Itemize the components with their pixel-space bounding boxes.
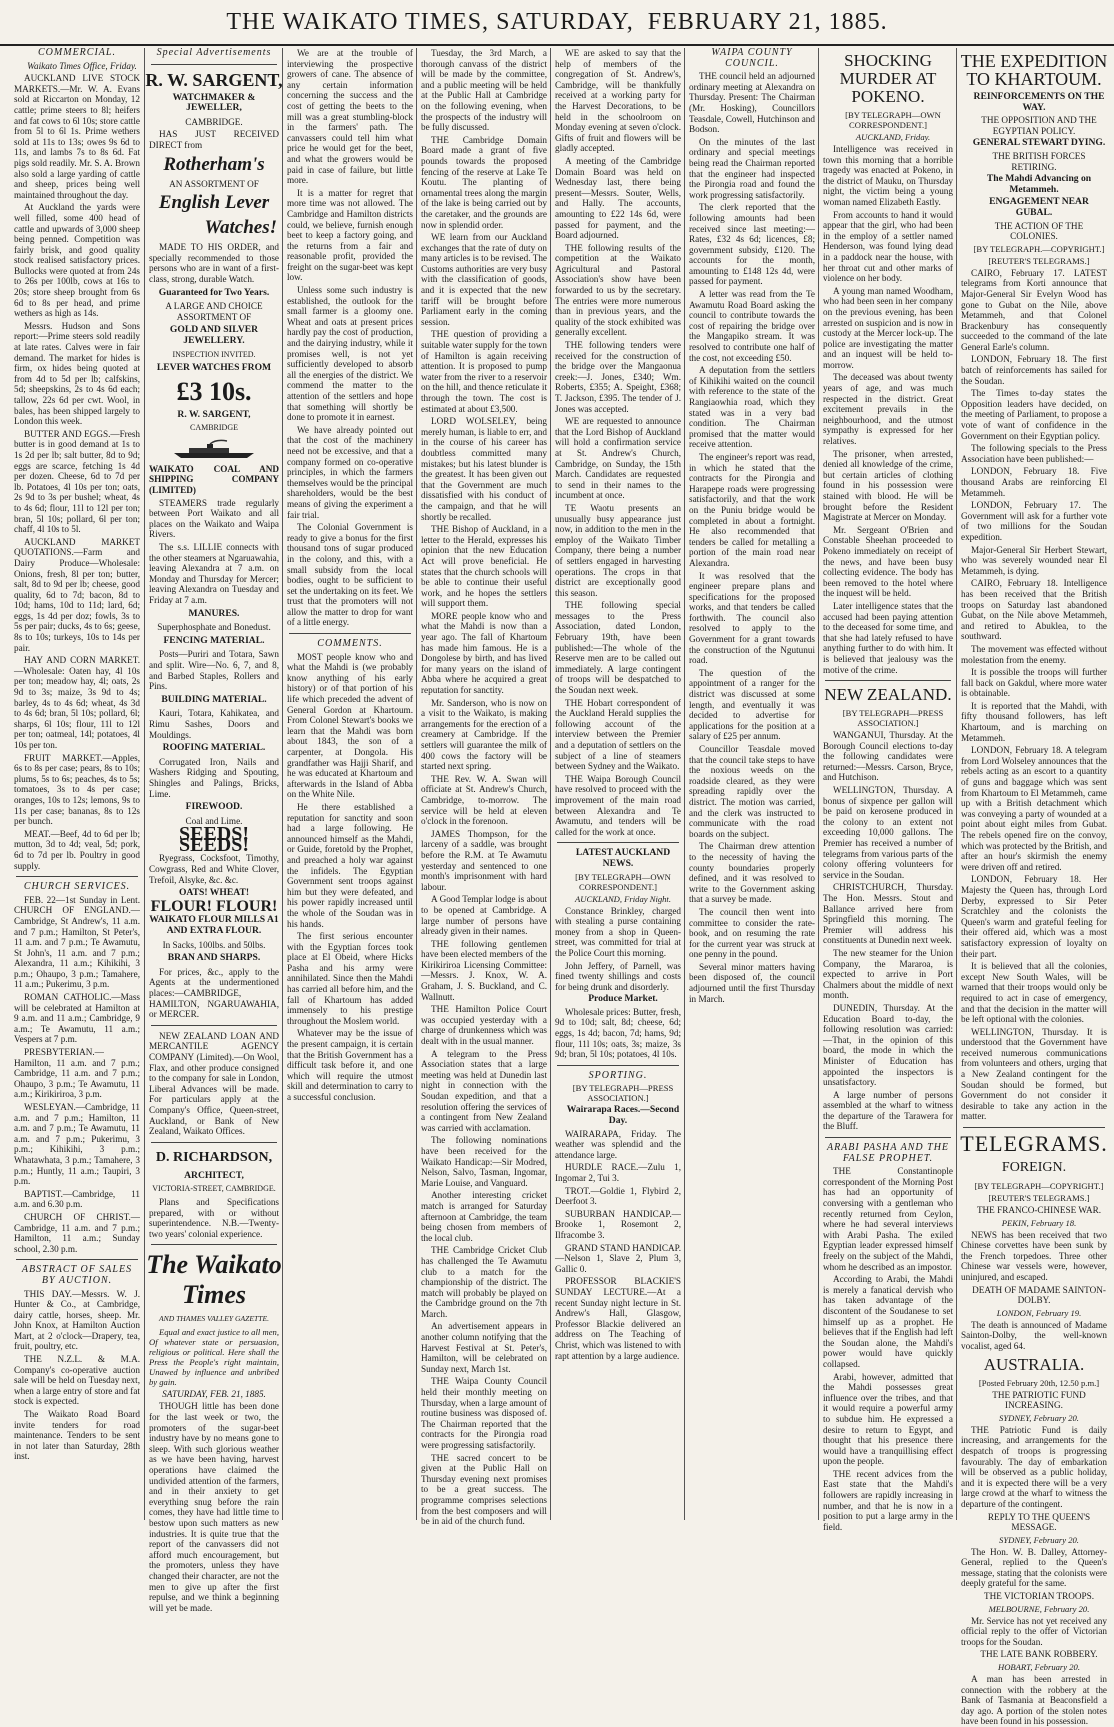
article-paragraph: A young man named Woodham, who had been seen in her company on the previous evening, has been arrested on suspicion and is now in custody at the Mercer lock-up. The police are investigating the matter and an inquest will be held to-morrow. [823, 285, 953, 370]
article-paragraph: At Auckland the yards were well filled, some 400 head of cattle and upwards of 3,000 sheep being penned. Competition was fairly brisk, and good quality stock realised satisfactory prices. Bullocks were quoted at from 24s to 26s per 100lb, cows at 16s to 20s; store sheep brought from 6s 6d to 8s per head, and prime wethers as high as 14s. [14, 202, 140, 319]
advert-text: AN ASSORTMENT OF [169, 178, 259, 189]
news-heading: THE FRANCO-CHINESE WAR. [976, 1205, 1102, 1216]
advert-guarantee: Guaranteed for Two Years. [158, 286, 270, 298]
article-paragraph: The clerk reported that the following amounts had been received since last meeting:—Rates, £32 4s 6d; licences, £8; government subsidy, £120. The accounts for the month, amounting to £148 12s 4d, were passed for payment. [689, 202, 815, 287]
race-result: GRAND STAND HANDICAP.—Nelson 1, Slave 2, Plum 3, Gallic 0. [555, 1242, 681, 1274]
article-paragraph: THE council held an adjourned ordinary meeting at Alexandra on Thursday. Present: The Chairman (Mr. Hosking), Councillors Teasdale, Cowell, Hutchinson and Bodson. [689, 71, 815, 135]
advert-flour: FLOUR! FLOUR! [150, 897, 278, 915]
article-paragraph: The prisoner, when arrested, denied all knowledge of the crime, but certain articles of clothing found in his possession were stained with blood. He will be brought before the Resident Magistrate at Mercer on Monday. [823, 448, 953, 523]
subheadline: THE BRITISH FORCES RETIRING. [992, 150, 1086, 172]
article-paragraph: THE Waipa County Council held their monthly meeting on Thursday, when a large amount of routine business was disposed of. The Chairman reported that the contracts for the Pirongia road were progressing satisfactorily. [421, 1376, 547, 1450]
column-commercial [10, 48, 144, 1520]
article-paragraph: Councillor Teasdale moved that the council take steps to have the noxious weeds on the roadside cleared, as they were spreading rapidly over the district. The motion was carried, and the clerk was instructed to communicate with the road boards on the subject. [689, 744, 815, 839]
article-paragraph: AUCKLAND LIVE STOCK MARKETS.—Mr. W. A. Evans sold at Riccarton on Monday, 12 cattle; prime steers to 8l; heifers and fat cows to 6l 10s; store cattle from 5l to 6l 1s. Prime wethers sold at 11s to 13s; owes 9s 6d to 11s, and lambs 7s to 8s 6d. Fat pigs sold readily. Mr. S. A. Brown also sold a large yarding of cattle and sheep, prices being well maintained throughout the day. [14, 73, 140, 200]
section-subheading: [BY TELEGRAPH.—COPYRIGHT.] [973, 243, 1105, 254]
article-paragraph: The deceased was about twenty years of age, and was much respected in the district. Great excitement prevails in the neighbourhood, and the utmost sympathy is expressed for her relatives. [823, 372, 953, 447]
article-paragraph: A man has been arrested in connection with the robbery at the Bank of Tasmania at Beaconsfield a day ago. A portion of the stolen notes have been found in his possession. [961, 1674, 1107, 1727]
advert-english-lever: English Lever [158, 192, 270, 214]
article-paragraph: BUTTER AND EGGS.—Fresh butter is in good demand at 1s to 1s 2d per lb; salt butter, 8d to 9d; eggs are scarce, fetching 1s 4d per dozen. Cheese, 6d to 7d per lb. Potatoes, 4l 10s per ton; oats, 2s 9d to 3s per bushel; wheat, 4s to 4s 6d; flour, 11l to 12l per ton; bran, 5l 10s; pollard, 6l per ton; chaff, 4l 10s to 5l. [14, 428, 140, 535]
news-heading: THE PATRIOTIC FUND INCREASING. [992, 1389, 1086, 1411]
article-paragraph: Arabi, however, admitted that the Mahdi possesses great influence over the tribes, and that it would require a powerful army to subdue him. He expressed a desire to return to Egypt, and thought that his presence there would have a tranquillising effect upon the people. [823, 1371, 953, 1467]
article-paragraph: THE Rev. W. A. Swan will officiate at St. Andrew's Church, Cambridge, to-morrow. The service will be held at eleven o'clock in the forenoon. [421, 773, 547, 827]
article-paragraph: MORE people know who and what the Mahdi is now than a year ago. The fall of Khartoum has made him famous. He is a Dongolese by birth, and has lived for many years on the island of Abba where he acquired a great reputation for sanctity. [421, 610, 547, 696]
article-paragraph: LONDON, February 18. The first batch of reinforcements has sailed for the Soudan. [961, 354, 1107, 386]
headline-new-zealand: NEW ZEALAND. [824, 685, 952, 705]
advert-architect-name: D. RICHARDSON, [155, 1149, 273, 1165]
article-paragraph: Intelligence was received in town this morning that a horrible tragedy was enacted at Pokeno, in the district of Mauku, on Thursday night, the victim being a young woman named Elizabeth Eastly. [823, 144, 953, 207]
article-paragraph: DUNEDIN, Thursday. At the Education Board to-day, the following resolution was carried:—That, in the opinion of this board, the mode in which the Minister of Education has appointed the inspectors is unsatisfactory. [823, 1002, 953, 1088]
advert-seeds: SEEDS! SEEDS! [178, 823, 250, 856]
divider [557, 1065, 679, 1066]
article-paragraph: THE Waipa Borough Council have resolved to proceed with the improvement of the main road between Alexandra and Te Awamutu, and tenders will be called for the work at once. [555, 773, 681, 837]
section-heading: COMMERCIAL. [38, 47, 116, 58]
article-paragraph: THE question of providing a suitable water supply for the town of Hamilton is again receiving attention. It is proposed to pump water from the river to a reservoir on the hill, and thence reticulate it through the town. The cost is estimated at about £3,500. [421, 329, 547, 414]
advert-oats: OATS! WHEAT! [178, 887, 250, 899]
article-paragraph: THE Hobart correspondent of the Auckland Herald supplies the following account of the interview between the Premier and a deputation of settlers on the subject of a line of steamers between Sydney and the Waikato. [555, 697, 681, 772]
article-paragraph: We have already pointed out that the cost of the machinery need not be excessive, and that a company formed on co-operative principles, in which the farmers themselves would be the principal shareholders, would be the best means of giving the experiment a fair trial. [287, 424, 413, 520]
article-paragraph: The following specials to the Press Association have been published:— [961, 443, 1107, 464]
article-paragraph: WANGANUI, Thursday. At the Borough Council elections to-day the following candidates were returned:—Messrs. Carson, Bryce, and Hutchison. [823, 730, 953, 783]
article-paragraph: THE N.Z.L. & M.A. Company's co-operative auction sale will be held on Tuesday next, when a large entry of store and fat stock is expected. [14, 1354, 140, 1407]
divider [151, 1244, 277, 1245]
divider [151, 1142, 277, 1143]
subheadline: GENERAL STEWART DYING. [972, 137, 1106, 149]
divider [16, 876, 138, 877]
headline-murder: SHOCKING MURDER AT POKENO. [839, 51, 937, 106]
subheadline: REINFORCEMENTS ON THE WAY. [973, 91, 1105, 113]
article-paragraph: NEWS has been received that two Chinese corvettes have been sunk by the French torpedoes. Three other Chinese war vessels were, however, uninjured, and escaped. [961, 1229, 1107, 1282]
article-paragraph: JAMES Thompson, for the larceny of a saddle, was brought before the R.M. at Te Awamutu yesterday and sentenced to one month's imprisonment with hard labour. [421, 828, 547, 892]
column-editorial [282, 48, 417, 1520]
section-subheading: [BY TELEGRAPH—COPYRIGHT.] [974, 1181, 1104, 1192]
article-paragraph: LONDON, February 18. Five thousand Arabs are reinforcing El Metammeh. [961, 466, 1107, 498]
article-paragraph: The first serious encounter with the Egyptian forces took place at El Obeid, where Hicks Pasha and his army were annihilated. Since then the Mahdi has carried all before him, and the fall of Khartoum has added immensely to his prestige throughout the Moslem world. [287, 931, 413, 1026]
advert-fencing: FENCING MATERIAL. [163, 634, 265, 646]
newspaper-page [10, 47, 1110, 1727]
news-heading: REPLY TO THE QUEEN'S MESSAGE. [987, 1511, 1091, 1533]
article-paragraph: The Hon. W. B. Dalley, Attorney-General, replied to the Queen's message, stating that the colonists were deeply grateful for the same. [961, 1546, 1107, 1589]
race-result: HURDLE RACE.—Zulu 1, Ingomar 2, Tui 3. [555, 1162, 681, 1183]
article-paragraph: John Jeffery, of Parnell, was fined twenty shillings and costs for being drunk and disorderly. [555, 960, 681, 992]
dateline: Waikato Times Office, Friday. [27, 60, 137, 71]
article-paragraph: Messrs. Hudson and Sons report:—Prime steers sold readily at late rates. Calves were in fair demand. The market for hides is firm, ox hides being quoted at from 4d to 5d per lb; calfskins, 5d; sheepskins, 2s to 4s 6d each; tallow, 22s 6d per cwt. Wool, in bales, has been shipped largely to London this week. [14, 320, 140, 427]
section-heading: ARABI PASHA AND THE FALSE PROPHET. [826, 1142, 950, 1164]
article-paragraph: TE Waotu presents an unusually busy appearance just now, in addition to the men in the employ of the Waikato Timber Company, there being a number of settlers engaged in harvesting operations. The crops in that district are exceptionally good this season. [555, 502, 681, 598]
section-subheading: [Posted February 20th, 12.50 p.m.] [978, 1377, 1100, 1388]
article-paragraph: The movement was effected without molestation from the enemy. [961, 643, 1107, 665]
divider [16, 1259, 138, 1260]
article-paragraph: He there established a reputation for sanctity and soon had a large following. He announced himself as the Mahdi, or Guide, foretold by the Prophet, and preached a holy war against the infidels. The Egyptian Government sent troops against him but they were defeated, and his power rapidly increased until the whole of the Soudan was in his hands. [287, 801, 413, 929]
article-paragraph: WAIRARAPA, Friday. The weather was splendid and the attendance large. [555, 1128, 681, 1160]
advert-text: Superphosphate and Bonedust. [157, 622, 271, 633]
divider [151, 1025, 277, 1026]
masthead-right: SATURDAY, FEBRUARY 21, 1885. [496, 9, 888, 35]
news-heading: DEATH OF MADAME SAINTON-DOLBY. [972, 1284, 1106, 1306]
divider [825, 1137, 951, 1138]
article-paragraph: Constance Brinkley, charged with stealing a purse containing money from a shop in Queen-street, was committed for trial at the Police Court this morning. [555, 905, 681, 958]
column-advertisements [144, 47, 283, 1613]
advert-flour-mills: WAIKATO FLOUR MILLS A1 AND EXTRA FLOUR. [149, 914, 279, 937]
article-paragraph: AUCKLAND MARKET QUOTATIONS.—Farm and Dairy Produce—Wholesale: Onions, fresh, 8l per ton; butter, salt, 8d to 9d per lb; cheese, good quality, 6d to 7d; bacon, 8d to 10d; hams, 10d to 11d; lard, 6d; eggs, 1s 4d per doz; fowls, 3s to 5s per pair; ducks, 4s to 6s; geese, 8s to 10s; turkeys, 10s to 14s per pair. [14, 536, 140, 653]
headline-khartoum: THE EXPEDITION TO KHARTOUM. [960, 51, 1108, 89]
article-paragraph: THE Constantinople correspondent of the Morning Post has had an opportunity of conversing with a gentleman who recently returned from Ceylon, where he had several interviews with Arabi Pasha. The exiled Egyptian leader expressed himself freely on the subject of the Mahdi, whom he described as an impostor. [823, 1166, 953, 1272]
article-paragraph: A large number of persons assembled at the wharf to witness the departure of the Tarawera for the Bluff. [823, 1089, 953, 1132]
article-paragraph: FRUIT MARKET.—Apples, 6s to 8s per case; pears, 8s to 10s; plums, 5s to 6s; peaches, 4s to 5s; tomatoes, 3s to 4s per case; oranges, 10s to 12s; lemons, 9s to 11s per case; bananas, 8s to 12s per bunch. [14, 752, 140, 827]
subheadline: THE OPPOSITION AND THE EGYPTIAN POLICY. [981, 115, 1097, 136]
section-heading: Special Advertisements [156, 47, 272, 58]
article-paragraph: It is reported that the Mahdi, with fifty thousand followers, has left Khartoum, and is marching on Metammeh. [961, 700, 1107, 743]
steamer-icon [169, 438, 259, 460]
article-paragraph: Major-General Sir Herbert Stewart, who was severely wounded near El Metammeh, is dying. [961, 544, 1107, 576]
dateline: LONDON, February 19. [996, 1307, 1082, 1318]
article-paragraph: Mr. Sanderson, who is now on a visit to the Waikato, is making arrangements for the erection of a creamery at Cambridge. If the settlers will guarantee the milk of 400 cows the factory will be started next spring. [421, 697, 547, 772]
article-paragraph: The engineer's report was read, in which he stated that the contracts for the Pirongia and Harapepe roads were progressing satisfactorily, and that the work on the Puniu bridge would be completed in about a fortnight. He also recommended that tenders be called for metalling a portion of the main road near Alexandra. [689, 451, 815, 568]
article-paragraph: ROMAN CATHOLIC.—Mass will be celebrated at Hamilton at 9 a.m. and 11 a.m.; Cambridge, 9 a.m.; Te Awamutu, 11 a.m.; Vespers at 7 p.m. [14, 992, 140, 1045]
advert-text: STEAMERS trade regularly between Port Waikato and all places on the Waikato and Waipa Rivers. [149, 497, 279, 540]
advert-watches: Watches! [204, 217, 277, 239]
article-paragraph: BAPTIST.—Cambridge, 11 a.m. and 6.30 p.m. [14, 1188, 140, 1210]
section-heading: Produce Market. [588, 993, 658, 1005]
article-paragraph: It was resolved that the engineer prepare plans and specifications for the proposed works, and that tenders be called forthwith. The council also resolved to apply to the Government for a grant towards the construction of the Ngutunui road. [689, 570, 815, 666]
headline-foreign: FOREIGN. [1001, 1160, 1067, 1176]
article-paragraph: CHRISTCHURCH, Thursday. The Hon. Messrs. Stout and Ballance arrived here from Springfield this morning. The Premier will address his constituents at Dunedin next week. [823, 882, 953, 946]
article-paragraph: LONDON, February 17. The Government will ask for a further vote of two millions for the Soudan expedition. [961, 500, 1107, 542]
article-paragraph: The question of the appointment of a ranger for the district was discussed at some length, and eventually it was decided to advertise for applications for the position at a salary of £25 per annum. [689, 667, 815, 742]
advert-text: In Sacks, 100lbs. and 50lbs. [162, 939, 266, 950]
masthead [0, 0, 1114, 46]
dateline: MELBOURNE, February 20. [988, 1603, 1090, 1614]
headline-telegrams: TELEGRAMS. [960, 1131, 1108, 1157]
section-subheading: [BY TELEGRAPH—OWN CORRESPONDENT.] [575, 871, 671, 892]
advert-price: £3 10s. [176, 376, 252, 406]
section-subheading: [REUTER'S TELEGRAMS.] [988, 1193, 1090, 1204]
advert-text: NEW ZEALAND LOAN AND MERCANTILE AGENCY COMPANY (Limited).—On Wool, Flax, and other produce consigned to the company for sale in London, Liberal Advances will be made. For particulars apply at the Company's Office, Queen-street, Auckland, or Bank of New Zealand, Waikato Offices. [149, 1030, 279, 1137]
article-paragraph: PROFESSOR BLACKIE'S SUNDAY LECTURE.—At a recent Sunday night lecture in St. Andrew's Hall, Glasgow, Professor Blackie delivered an address on The Teaching of Christ, which was listened to with rapt attention by a large audience. [555, 1276, 681, 1361]
article-paragraph: HAY AND CORN MARKET.—Wholesale: Oaten hay, 4l 10s per ton; meadow hay, 4l; oats, 2s 9d to 3s; maize, 3s 9d to 4s; barley, 4s to 4s 6d; wheat, 4s 3d to 4s 6d; bran, 5l 10s; pollard, 6l; sharps, 6l 10s; flour, 11l to 12l per ton; oatmeal, 14l; potatoes, 4l 10s per ton. [14, 655, 140, 750]
article-paragraph: THE following results of the competition at the Waikato Agricultural and Pastoral Association's show have been forwarded to us by the secretary. The entries were more numerous than in previous years, and the quality of the stock exhibited was generally excellent. [555, 242, 681, 338]
headline-australia: AUSTRALIA. [983, 1354, 1085, 1374]
advert-shipping-title: WAIKATO COAL AND SHIPPING COMPANY (LIMITED) [149, 463, 279, 496]
advert-text: For prices, &c., apply to the Agents at the undermentioned places:—CAMBRIDGE, HAMILTON, NGARUAWAHIA, or MERCER. [149, 966, 279, 1020]
advert-place: CAMBRIDGE [189, 423, 238, 433]
article-paragraph: An advertisement appears in another column notifying that the Harvest Festival at St. Peter's, Hamilton, will be celebrated on Sunday next, March 1st. [421, 1321, 547, 1374]
article-paragraph: THE Cambridge Cricket Club has challenged the Te Awamutu club to a match for the championship of the district. The match will probably be played on the Cambridge ground on the 7th March. [421, 1245, 547, 1319]
section-subheading: [REUTER'S TELEGRAMS.] [988, 255, 1090, 266]
editorial-paragraph: THOUGH little has been done for the last week or two, the promoters of the sugar-beet industry have by no means gone to sleep. With such glorious weather as we have been having, harvest operations have claimed the undivided attention of the farmers, and in their anxiety to get everything snug before the rain comes, they have had little time to bestow upon such matters as new industries. It is quite true that the report of the canvassers did not afford much encouragement, but the promoters, unless they have changed their character, are not the men to give up after the first repulse, and we think a beginning will yet be made. [149, 1401, 279, 1613]
section-subheading: [BY TELEGRAPH—PRESS ASSOCIATION.] [572, 1083, 674, 1104]
dateline: AUCKLAND, Friday Night. [575, 893, 671, 904]
article-paragraph: The Colonial Government is ready to give a bonus for the first thousand tons of sugar produced in the colony, and this, with a small subsidy from the local bodies, ought to be sufficient to set the undertaking on its feet. We trust that the promoters will not allow the matter to drop for want of a little energy. [287, 522, 413, 628]
article-paragraph: WESLEYAN.—Cambridge, 11 a.m. and 7 p.m.; Hamilton, 11 a.m. and 7 p.m.; Te Awamutu, 11 a.m. and 7 p.m.; Pukerimu, 3 p.m.; Kihikihi, 3 p.m.; Whatawhata, 3 p.m.; Tamahere, 3 p.m.; Huntly, 11 a.m.; Taupiri, 3 p.m. [14, 1102, 140, 1187]
article-paragraph: According to Arabi, the Mahdi is merely a fanatical dervish who has taken advantage of the discontent of the Soudanese to set himself up as a prophet. He believes that if the English had left the Soudan alone, the Mahdi's power would have quickly collapsed. [823, 1274, 953, 1369]
subheadline: The Mahdi Advancing on Metammeh. [986, 173, 1092, 195]
article-paragraph: CAIRO, February 17. LATEST telegrams from Korti announce that Major-General Sir Evelyn Wood has gone to Gubat on the Nile, above Metammeh, and that Colonel Brackenbury has consequently succeeded to the command of the late General Earle's column. [961, 267, 1107, 352]
article-paragraph: THE Bishop of Auckland, in a letter to the Herald, expresses his opinion that the new Education Act will prove beneficial. He states that the church schools will be able to continue their useful work, and he hopes the settlers will support them. [421, 524, 547, 609]
advert-lever-watches: LEVER WATCHES FROM [156, 362, 272, 374]
dateline: AUCKLAND, Friday. [855, 132, 931, 142]
article-paragraph: THE Hamilton Police Court was occupied yesterday with a charge of drunkenness which was dealt with in the usual manner. [421, 1004, 547, 1047]
race-result: TROT.—Goldie 1, Flybird 2, Deerfoot 3. [555, 1185, 681, 1207]
article-paragraph: The Times to-day states the Opposition leaders have decided, on the meeting of Parliament, to propose a vote of want of confidence in the Government on their Egyptian policy. [961, 388, 1107, 441]
divider [825, 680, 951, 681]
article-paragraph: WE learn from our Auckland exchanges that the rate of duty on many articles is to be revised. The Customs authorities are very busy with the classification of goods, and it is expected that the new tariff will be brought before Parliament early in the coming session. [421, 232, 547, 327]
article-paragraph: The council then went into committee to consider the rate-book, and on resuming the rate for the current year was struck at one penny in the pound. [689, 906, 815, 960]
race-result: SUBURBAN HANDICAP.—Brooke 1, Rosemont 2, Ilfracombe 3. [555, 1208, 681, 1240]
article-paragraph: On the minutes of the last ordinary and special meetings being read the Chairman reported that the engineer had inspected the Pirongia road and found the work progressing satisfactorily. [689, 136, 815, 200]
section-subheading: [BY TELEGRAPH—OWN CORRESPONDENT.] [845, 110, 941, 130]
advert-architect-address: VICTORIA-STREET, CAMBRIDGE. [152, 1184, 276, 1194]
article-paragraph: The new steamer for the Union Company, the Mararoa, is expected to arrive in Port Chalmers about the middle of next month. [823, 947, 953, 1001]
article-paragraph: It is a matter for regret that more time was not allowed. The Cambridge and Hamilton districts could, we believe, furnish enough beet to keep a factory going, and the returns from a fair and reasonable profit, provided the freight on the sugar-beet was kept low. [287, 187, 413, 283]
article-paragraph: WELLINGTON, Thursday. It is understood that the Government have received numerous communications from volunteers and others, urging that a New Zealand contingent for the Soudan should be formed, but Government do not consider it desirable to take any action in the matter. [961, 1026, 1107, 1122]
article-paragraph: WE are asked to say that the help of members of the congregation of St. Andrew's, Cambridge, will be thankfully received at a working party for the Harvest Decorations, to be held in the schoolroom on Monday evening at seven o'clock. Gifts of fruit and flowers will be gladly accepted. [555, 48, 681, 154]
advert-signature: R. W. SARGENT, [177, 408, 251, 420]
article-paragraph: MOST people know who and what the Mahdi is (we probably know anything of his early history) or of that portion of his life which preceded the advent of General Gordon at Khartoum. From Colonel Stewart's books we learn that the Mahdi was born about 1843, the son of a carpenter, at Dongola. His grandfather was Hajji Sharif, and he was educated at Khartoum and afterwards in the Island of Abba on the White Nile. [287, 651, 413, 800]
subheadline: ENGAGEMENT NEAR GUBAL. [989, 196, 1089, 218]
advert-firewood: FIREWOOD. [185, 801, 243, 813]
article-paragraph: Later intelligence states that the accused had been paying attention to the deceased for some time, and that she had lately refused to have anything further to do with him. It is believed that jealousy was the motive of the crime. [823, 600, 953, 675]
advert-gold-silver: GOLD AND SILVER JEWELLERY. [169, 324, 259, 346]
article-paragraph: CHURCH OF CHRIST.—Cambridge, 11 a.m. and 7 p.m.; Hamilton, 11 a.m.; Sunday school, 2.30 p.m. [14, 1211, 140, 1254]
article-paragraph: Wholesale prices: Butter, fresh, 9d to 10d; salt, 8d; cheese, 6d; eggs, 1s 4d; bacon, 7d; hams, 9d; flour, 11l 10s; oats, 3s; maize, 3s 9d; bran, 5l 10s; potatoes, 4l 10s. [555, 1006, 681, 1060]
article-paragraph: LONDON, February 18. A telegram from Lord Wolseley announces that the rebels acting as an escort to a quantity of guns and baggage which was sent from Khartoum to El Metammeh, came up with a British detachment which was conveying a party of wounded at a point about eight miles from Gubat. The rebels opened fire on the convoy, which was protected by the British, and after an hour's skirmish the enemy were driven off and retired. [961, 745, 1107, 872]
divider [289, 633, 411, 634]
section-heading: Wairarapa Races.—Second Day. [566, 1104, 680, 1127]
dateline: HOBART, February 20. [998, 1662, 1080, 1673]
column-news [550, 48, 685, 1520]
advert-text: Plans and Specifications prepared, with or without superintendence. N.B.—Twenty-two years' colonial experience. [149, 1196, 279, 1239]
advert-text: Ryegrass, Cocksfoot, Timothy, Cowgrass, Red and White Clover, Trefoil, Alsyke, &c. &c. [149, 853, 279, 885]
advert-text: Kauri, Totara, Kahikatea, and Rimu Sashes, Doors and Mouldings. [149, 708, 279, 740]
article-paragraph: Several minor matters having been disposed of, the council adjourned until the first Thursday in March. [689, 961, 815, 1004]
article-paragraph: LONDON, February 18. Her Majesty the Queen has, through Lord Derby, expressed to Sir Peter Scratchley and the colonists the Queen's warm and grateful feeling for their offered aid, which was a most satisfactory expression of loyalty on their part. [961, 874, 1107, 959]
masthead-left: THE WAIKATO TIMES, [226, 9, 490, 35]
article-paragraph: WELLINGTON, Thursday. A bonus of sixpence per gallon will be paid on kerosene produced in the colony to an extent not exceeding 10,000 gallons. The Premier has received a number of telegrams from various parts of the colony offering volunteers for service in the Soudan. [823, 785, 953, 880]
advert-manures: MANURES. [188, 607, 240, 619]
article-paragraph: THE recent advices from the East state that the Mahdi's followers are rapidly increasing in number, and that he is now in a position to put a large army in the field. [823, 1468, 953, 1532]
section-heading: LATEST AUCKLAND NEWS. [575, 847, 671, 869]
article-paragraph: THE following gentlemen have been elected members of the Kirikiriroa Licensing Committee:—Messrs. J. Knox, W. A. Graham, J. S. Buckland, and C. Wallnutt. [421, 938, 547, 1002]
dateline: SYDNEY, February 20. [999, 1534, 1079, 1545]
article-paragraph: CAIRO, February 18. Intelligence has been received that the British troops on Saturday last abandoned Gubat, on the Nile above Metammeh, and retired to Abuklea, to the southward. [961, 578, 1107, 642]
article-paragraph: It is believed that all the colonies, except New South Wales, will be warned that their troops would only be required to act in case of emergency, and that the decision in the matter will be left optional with the colonies. [961, 961, 1107, 1025]
article-paragraph: MEAT.—Beef, 4d to 6d per lb; mutton, 3d to 4d; veal, 5d; pork, 6d to 7d per lb. Poultry in good supply. [14, 828, 140, 871]
article-paragraph: THE following tenders were received for the construction of the bridge over the Mangaonua creek:—J. Jones, £340; Wm. Roberts, £355; A. Speight, £368; T. Jackson, £395. The tender of J. Jones was accepted. [555, 340, 681, 414]
section-subheading: [BY TELEGRAPH—PRESS ASSOCIATION.] [842, 708, 944, 729]
article-paragraph: THIS DAY.—Messrs. W. J. Hunter & Co., at Cambridge, dairy cattle, horses, sheep. Mr. John Knox, at Hamilton Auction Mart, at 2 o'clock—Drapery, tea, fruit, poultry, etc. [14, 1288, 140, 1352]
advert-text: A LARGE AND CHOICE ASSORTMENT OF [165, 301, 263, 322]
advert-text: Corrugated Iron, Nails and Washers Ridging and Spouting, Shingles and Palings, Bricks, Lime. [149, 756, 279, 799]
section-heading: ABSTRACT OF SALES BY AUCTION. [21, 1264, 133, 1286]
article-paragraph: The death is announced of Madame Sainton-Dolby, the well-known vocalist, aged 64. [961, 1319, 1107, 1351]
article-paragraph: We are at the trouble of interviewing the prospective growers of cane. The absence of any certain information concerning the success and the cost of getting the beets to the mill was a great stumbling-block in the farmers' path. The canvassers could tell him what price he would get for the beet, and what the growers would be paid in case of failure, but little more. [287, 48, 413, 186]
advert-roofing: ROOFING MATERIAL. [162, 742, 266, 754]
article-paragraph: FEB. 22—1st Sunday in Lent. CHURCH OF ENGLAND.—Cambridge, St Andrew's, 11 a.m. and 7 p.m.; Hamilton, St Peter's, 11 a.m. and 7 p.m.; Te Awamutu, St John's, 11 a.m. and 7 p.m.; Alexandra, 11 a.m.; Kihikihi, 3 p.m.; Ohaupo, 3 p.m.; Tamahere, 11 a.m.; Pukerimu, 3 p.m. [14, 894, 140, 990]
dateline: SYDNEY, February 20. [999, 1412, 1079, 1423]
column-murder-news [818, 48, 957, 1532]
divider [963, 1127, 1105, 1128]
article-paragraph: THE Patriotic Fund is daily increasing, and arrangements for the despatch of troops is progressing favourably. The day of embarkation will be observed as a public holiday, and it is expected there will be a very large crowd at the wharf to witness the departure of the contingent. [961, 1424, 1107, 1509]
editorial-date: SATURDAY, FEB. 21, 1885. [162, 1388, 266, 1399]
article-paragraph: Mr. Service has not yet received any official reply to the offer of Victorian troops for the Soudan. [961, 1615, 1107, 1647]
article-paragraph: The Waikato Road Board invite tenders for road maintenance. Tenders to be sent in not later than Saturday, 28th inst. [14, 1409, 140, 1462]
section-heading: COMMENTS. [317, 638, 383, 650]
section-heading: CHURCH SERVICES. [23, 881, 131, 893]
advert-bran: BRAN AND SHARPS. [167, 952, 261, 964]
advert-text: INSPECTION INVITED. [172, 349, 256, 359]
article-paragraph: A letter was read from the Te Awamutu Road Board asking the council to contribute towards the cost of repairing the bridge over the Mangapiko stream. It was resolved to contribute one half of the cost, not exceeding £50. [689, 289, 815, 363]
article-paragraph: PRESBYTERIAN.—Hamilton, 11 a.m. and 7 p.m.; Cambridge, 11 a.m. and 7 p.m.; Ohaupo, 3 p.m.; Te Awamutu, 11 a.m.; Kirikiriroa, 3 p.m. [14, 1047, 140, 1100]
divider [151, 64, 277, 65]
article-paragraph: A Good Templar lodge is about to be opened at Cambridge. A large number of persons have already given in their names. [421, 894, 547, 937]
section-heading: WAIPA COUNTY COUNCIL. [711, 47, 793, 69]
divider [557, 842, 679, 843]
advert-building: BUILDING MATERIAL. [161, 693, 267, 705]
article-paragraph: Another interesting cricket match is arranged for Saturday afternoon at Cambridge, the team being chosen from members of the local club. [421, 1190, 547, 1243]
advert-text: HAS JUST RECEIVED DIRECT from [149, 129, 279, 150]
newspaper-motto: Equal and exact justice to all men, Of whatever state or persuasion, religious or political. Here shall the Press the People's right maintain, Unawed by influence and unbribed by gain. [149, 1326, 279, 1387]
advert-jeweller-place: CAMBRIDGE. [185, 116, 243, 127]
article-paragraph: The Chairman drew attention to the necessity of having the county boundaries properly defined, and it was resolved to write to the Government asking that a survey be made. [689, 841, 815, 905]
article-paragraph: A deputation from the settlers of Kihikihi waited on the council with reference to the state of the Rangiaowhia road, which they stated was in a very bad condition. The Chairman promised that the matter would receive attention. [689, 365, 815, 450]
article-paragraph: A meeting of the Cambridge Domain Board was held on Wednesday last, there being present—Messrs. Souter, Wells, and Hally. The accounts, amounting to £22 14s 6d, were passed for payment, and the Board adjourned. [555, 155, 681, 241]
advert-brand: Rotherham's [163, 153, 265, 175]
advert-architect-title: ARCHITECT, [184, 1169, 244, 1181]
news-heading: THE LATE BANK ROBBERY. [980, 1649, 1098, 1660]
newspaper-title: The Waikato Times [146, 1250, 282, 1310]
advert-text: MADE TO HIS ORDER, and specially recommended to those persons who are in want of a first-class, strong, durable Watch. [149, 242, 279, 284]
dateline: PEKIN, February 18. [1001, 1217, 1077, 1228]
article-paragraph: Mr. Sergeant O'Brien and Constable Sheehan proceeded to Pokeno immediately on receipt of the news, and have been busy collecting evidence. The body has been removed to the hotel where the inquest will be held. [823, 524, 953, 599]
article-paragraph: Tuesday, the 3rd March, a thorough canvass of the district will be made by the committee, and a public meeting will be held at the Public Hall at Cambridge on the following evening, when the prospects of the industry will be fully discussed. [421, 48, 547, 133]
article-paragraph: Whatever may be the issue of the present campaign, it is certain that the British Government has a difficult task before it, and one which will require the utmost skill and determination to carry to a successful conclusion. [287, 1028, 413, 1102]
article-paragraph: WE are requested to announce that the Lord Bishop of Auckland will hold a confirmation service at St. Andrew's Church, Cambridge, on Sunday, the 15th March. Candidates are requested to send in their names to the incumbent at once. [555, 416, 681, 501]
advert-jeweller-name: R. W. SARGENT, [145, 69, 283, 90]
section-heading: SPORTING. [588, 1069, 648, 1081]
article-paragraph: THE following special messages to the Press Association, dated London, February 19th, have been published:—The whole of the Reserve men are to be called out immediately. A large contingent of troops will be despatched to the Soudan next week. [555, 600, 681, 696]
column-county-council [684, 48, 819, 1520]
advert-text: The s.s. LILLIE connects with the other steamers at Ngaruawahia, leaving Alexandra at 7 a.m. on Monday and Thursday for Mercer; leaving Alexandra on Tuesday and Friday at 7 a.m. [149, 542, 279, 605]
advert-jeweller-trade: WATCHMAKER & JEWELLER, [172, 91, 256, 114]
article-paragraph: The following nominations have been received for the Waikato Handicap:—Sir Modred, Nelson, Salvo, Tasman, Ingomar, Marie Louise, and Vanguard. [421, 1135, 547, 1188]
column-local-news [416, 48, 551, 1527]
article-paragraph: THE Cambridge Domain Board made a grant of five pounds towards the proposed fencing of the reserve at Lake Te Koutu. The planting of ornamental trees along the margin of the lake is being carried out by the caretaker, and the grounds are now in splendid order. [421, 134, 547, 230]
article-paragraph: It is possible the troops will further fall back on Gakdul, where more water is obtainable. [961, 667, 1107, 699]
article-paragraph: LORD WOLSELEY, being merely human, is liable to err, and in the course of his career has doubtless committed many mistakes; but his latest blunder is the greatest. It has been given out that the Government are much dissatisfied with his conduct of the campaign, and that he will shortly be recalled. [421, 416, 547, 522]
article-paragraph: A telegram to the Press Association states that a large meeting was held at Dunedin last night in connection with the Soudan expedition, and that a resolution offering the services of a contingent from New Zealand was carried with acclamation. [421, 1048, 547, 1133]
column-telegrams [956, 48, 1111, 1727]
article-paragraph: THE sacred concert to be given at the Public Hall on Thursday evening next promises to be a great success. The programme comprises selections from the best composers and will be in aid of the church fund. [421, 1452, 547, 1527]
newspaper-subtitle: AND THAMES VALLEY GAZETTE. [159, 1314, 269, 1324]
article-paragraph: From accounts to hand it would appear that the girl, who had been in the employ of a settler named Henderson, was found lying dead in a paddock near the house, with her throat cut and other marks of violence on her body. [823, 209, 953, 284]
advert-text: Posts—Puriri and Totara, Sawn and split. Wire—No. 6, 7, and 8, and Barbed Staples, Rollers and Pins. [149, 649, 279, 692]
news-heading: THE VICTORIAN TROOPS. [983, 1591, 1094, 1602]
advert-text: Coal and Lime. [185, 815, 243, 826]
article-paragraph: Unless some such industry is established, the outlook for the small farmer is a gloomy one. Wheat and oats at present prices hardly pay the cost of production, and the dairying industry, while it promises well, is not yet sufficiently developed to absorb all the energies of the district. We commend the matter to the attention of the settlers and hope that something will shortly be done to promote it in earnest. [287, 285, 413, 423]
subheadline: THE ACTION OF THE COLONIES. [994, 220, 1084, 242]
